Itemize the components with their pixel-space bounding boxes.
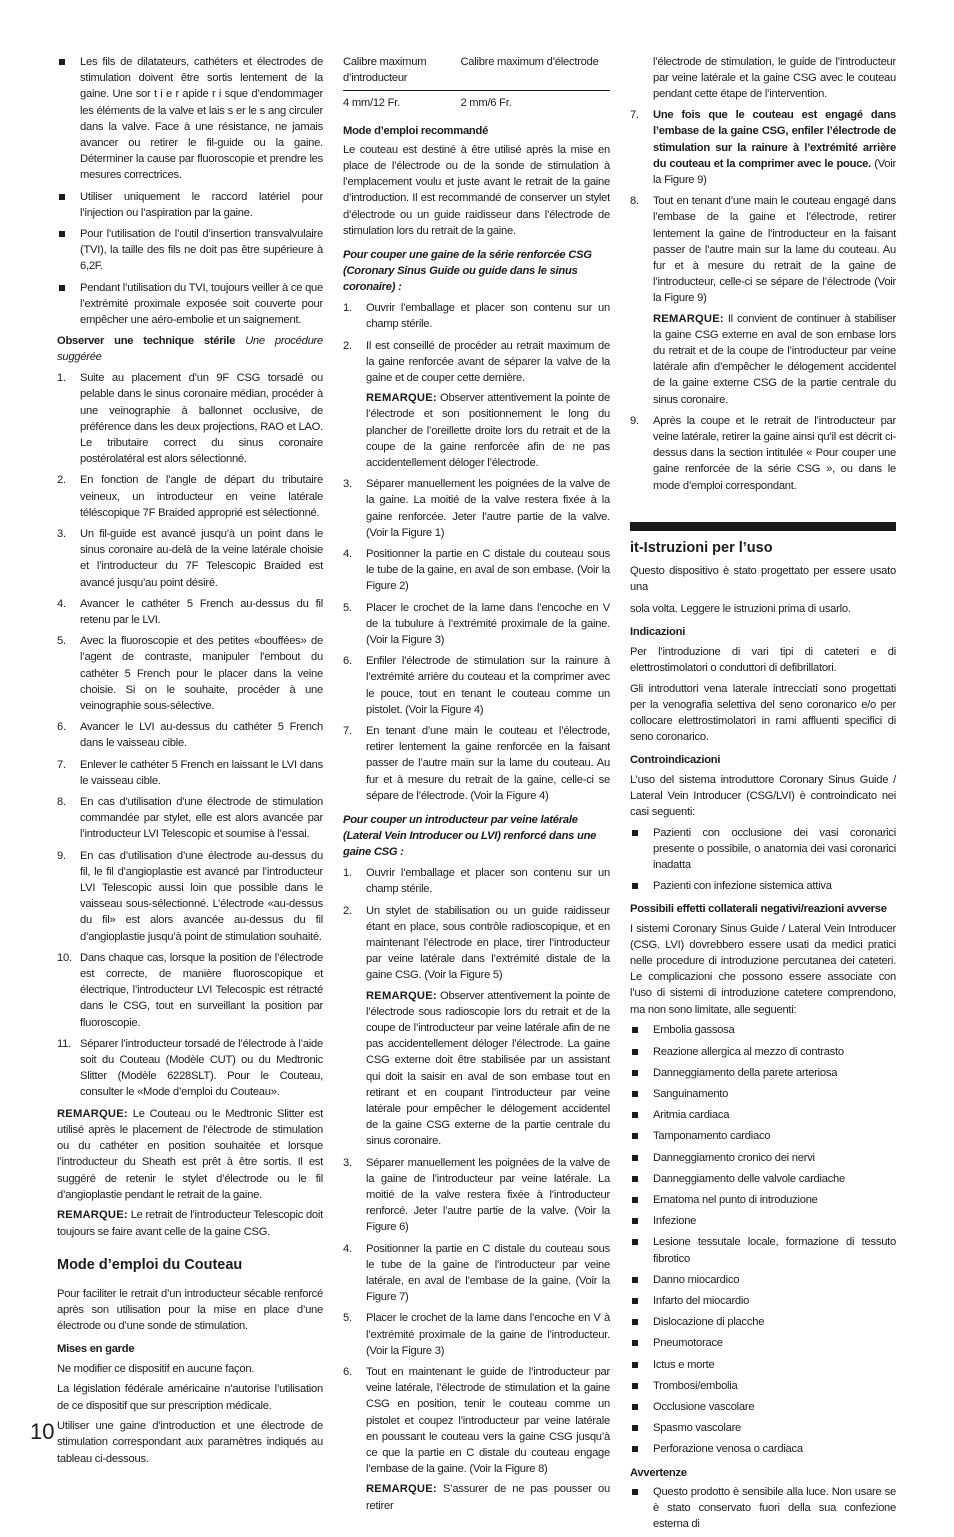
- paragraph: Questo dispositivo è stato progettato per essere usato una: [630, 564, 896, 593]
- list-item: [57, 633, 323, 714]
- list-item: [343, 903, 610, 1150]
- subheading: Possibili effetti collaterali negativi/reazioni avverse: [630, 903, 887, 916]
- caution-bullet-list: [57, 54, 323, 328]
- step-number: 2.: [343, 339, 352, 352]
- list-item: [343, 338, 610, 472]
- list-item: [343, 865, 610, 897]
- column-middle: [343, 54, 610, 1519]
- step-number: 11.: [57, 1037, 71, 1050]
- list-item: Dislocazione di placche: [630, 1314, 896, 1330]
- list-item: [57, 526, 323, 591]
- step-text: Positionner la partie en C distale du couteau sous le tube de la gaine de l’introducteur par veine latérale, en aval de l’embase de la gaine. (Voir la Figure 7): [366, 1242, 610, 1304]
- step-text: Ouvrir l’emballage et placer son contenu sur un champ stérile.: [366, 867, 610, 896]
- table-header-cell: Calibre maximum d’électrode: [460, 54, 610, 91]
- list-item: [630, 107, 896, 188]
- step-number: 5.: [343, 601, 352, 614]
- list-item: Danneggiamento cronico dei nervi: [630, 1150, 896, 1166]
- list-item: Embolia gassosa: [630, 1022, 896, 1038]
- step-text: Tout en tenant d’une main le couteau engagé dans l’embase de la gaine et l’électrode, retirer lentement la gaine de l’introducteur en la faisant passer de l’autre main sur la lame du couteau. Au fur et à mesure du retrait de la gaine de l’introducteur, celle-ci se sépare de l’électrode (Voir la Figure 9): [653, 195, 896, 305]
- step-text: Séparer l’introducteur torsadé de l’électrode à l’aide soit du Couteau (Modèle CUT) ou du Medtronic Slitter (Modèle 6228SLT). Pour le Couteau, consulter le «Mode d’emploi du Couteau».: [80, 1037, 323, 1099]
- step-number: 8.: [57, 796, 66, 809]
- step-text: Avec la fluoroscopie et des petites «bouffées» de l’agent de contraste, manipuler l’embout du cathéter 5 French pour le placer dans la veine choisie. Si on le souhaite, procéder à une veinographie sous-sélective.: [80, 635, 323, 713]
- list-item: Infarto del miocardio: [630, 1293, 896, 1309]
- step-text: Placer le crochet de la lame dans l’encoche en V de la tubulure à l’extrémité proximale de la gaine. (Voir la Figure 3): [366, 601, 610, 646]
- list-item: [57, 719, 323, 751]
- step-number: 7.: [343, 725, 352, 738]
- list-item: Ictus e morte: [630, 1357, 896, 1373]
- list-item: [343, 300, 610, 332]
- step-number: 7.: [630, 109, 639, 122]
- continued-paragraph: l’électrode de stimulation, le guide de l’introducteur par veine latérale et la gaine CSG avec le couteau pendant cette étape de l’intervention.: [653, 56, 896, 101]
- step-text: En cas d’utilisation d’une électrode de stimulation commandée par stylet, elle est alors avancée par l’introducteur LVI Telescopic et soumise à l’essai.: [80, 796, 323, 841]
- step-text: Positionner la partie en C distale du couteau sous le tube de la gaine, en aval de son embase. (Voir la Figure 2): [366, 547, 610, 593]
- step-number: 2.: [57, 474, 66, 487]
- table-header-row: [343, 54, 610, 91]
- step-text: Un fil-guide est avancé jusqu’à un point dans le sinus coronaire au-delà de la veine latérale choisie et l’introducteur du 7F Telescopic Braided est avancé jusqu’au point désiré.: [80, 527, 323, 589]
- list-item: Pazienti con occlusione dei vasi coronarici presente o possibile, o anatomia dei vasi coronarici inadatta: [630, 825, 896, 874]
- step-text: Enlever le cathéter 5 French en laissant le LVI dans le vaisseau cible.: [80, 758, 323, 787]
- size-table: [343, 54, 610, 115]
- remark-label: REMARQUE:: [366, 1483, 437, 1496]
- step-text: Séparer manuellement les poignées de la valve de la gaine. La moitié de la valve restera fixée à la gaine renforcée. Jeter l’autre partie de la valve. (Voir la Figure 1): [366, 478, 610, 539]
- step-number: 7.: [57, 758, 66, 771]
- list-item: [343, 653, 610, 718]
- section-heading: Mode d’emploi du Couteau: [57, 1256, 243, 1273]
- lvi-steps: [343, 865, 610, 1514]
- step-text: Avancer le cathéter 5 French au-dessus du fil retenu par le LVI.: [80, 597, 323, 626]
- step-number: 1.: [343, 302, 352, 315]
- list-item: Perforazione venosa o cardiaca: [630, 1441, 896, 1457]
- list-item: Utiliser uniquement le raccord latériel pour l’injection ou l’aspiration par la gaine.: [57, 189, 323, 221]
- list-item: [343, 1364, 610, 1514]
- step-text: Après la coupe et le retrait de l’introducteur par veine latérale, retirer la gaine ainsi qu’il est décrit ci-dessus dans la section intitulée « Pour couper une gaine renforcée de la série CSG », ou dans le mode d’emploi correspondant.: [653, 414, 896, 492]
- subheading: Controindicazioni: [630, 754, 721, 767]
- paragraph: L’uso del sistema introduttore Coronary Sinus Guide / Lateral Vein Introducer (CSG/LVI) è controindicato nei casi seguenti:: [630, 773, 896, 818]
- remark-paragraph: [653, 311, 896, 408]
- paragraph: I sistemi Coronary Sinus Guide / Lateral Vein Introducer (CSG. LVI) dovrebbero essere usati da medici pratici nelle procedure di introduzione percutanea dei cateteri. Le complicazioni che possono essere associate con l’uso di sistemi di introduzione catetere comprendono, ma non sono limitate, alle seguenti:: [630, 922, 896, 1016]
- remark-text: Observer attentivement la pointe de l’électrode sous radioscopie lors du retrait et de la coupe de l’introducteur par veine latérale afin de ne pas accidentellement déloger l’électrode. La gaine CSG externe doit être stabilisée par un assistant qui doit la saisir en aval de son embase tout en retirant et en coupant l’introducteur par veine latérale pour empêcher le délogement accidentel de la gaine CSG externe de la partie centrale du sinus coronaire.: [366, 989, 610, 1148]
- subheading: Indicazioni: [630, 626, 686, 639]
- list-item: Occlusione vascolare: [630, 1399, 896, 1415]
- paragraph: La législation fédérale américaine n’autorise l’utilisation de ce dispositif que sur prescription médicale.: [57, 1383, 323, 1412]
- list-item: [343, 723, 610, 804]
- list-item: Pour l’utilisation de l’outil d’insertion transvalvulaire (TVI), la taille des fils ne doit pas être supérieure à 6,2F.: [57, 226, 323, 275]
- remark-text: Il convient de continuer à stabiliser la gaine CSG externe en aval de son embase lors du retrait et de la coupe de l’introducteur par veine latérale afin d’empêcher le délogement accidentel de la gaine externe CSG de la partie centrale du sinus coronaire.: [653, 312, 897, 406]
- step-text: En cas d’utilisation d’une électrode au-dessus du fil, le fil d’angioplastie est avancé par l’introducteur LVI Telescopic aussi loin que possible dans le vaisseau sous-sélectionné. L’électrode «au-dessus du fil» est alors avancée au-dessus du fil d’angioplastie jusqu’à point de stimulation souhaité.: [80, 849, 323, 943]
- list-item: Trombosi/embolia: [630, 1378, 896, 1394]
- step-text: Ouvrir l’emballage et placer son contenu sur un champ stérile.: [366, 302, 610, 331]
- list-item: Pendant l’utilisation du TVI, toujours veiller à ce que l’extrémité proximale exposée soit couverte pour empêcher une aéro-embolie et un saignement.: [57, 280, 323, 329]
- step-number: 9.: [630, 414, 639, 427]
- list-item: [57, 794, 323, 843]
- paragraph: Pour faciliter le retrait d’un introducteur sécable renforcé après son utilisation pour la mise en place d’une électrode ou d’une sonde de stimulation.: [57, 1287, 323, 1333]
- step-text: Séparer manuellement les poignées de la valve de la gaine de l’introducteur par veine latérale. La moitié de la valve restera fixée à l’introducteur renforcé. Jeter l’autre partie de la valve. (Voir la Figure 6): [366, 1156, 610, 1234]
- list-item: [57, 848, 323, 945]
- list-item: [57, 472, 323, 521]
- table-header-cell: Calibre maximum d’introducteur: [343, 54, 460, 91]
- section-heading: it-Istruzioni per l’uso: [630, 539, 773, 556]
- list-item: Les fils de dilatateurs, cathéters et électrodes de stimulation doivent être sortis lentement de la gaine. Une sor t i e r apide r i sque d’endommager les éléments de la valve et lais s er le s ang circuler dans la valve. Face à une résistance, ne jamais avancer ou retirer le fil-guide ou la gaine. Déterminer la cause par fluoroscopie et prendre les mesures correctrices.: [57, 54, 323, 184]
- remark-label: REMARQUE:: [366, 989, 437, 1002]
- list-item: [343, 1241, 610, 1306]
- list-item: [57, 1036, 323, 1101]
- step-text: Une fois que le couteau est engagé dans l’embase de la gaine CSG, enfiler l’électrode de stimulation sur la rainure à l’extrémité arrière du couteau et la comprimer avec le pouce.: [653, 109, 896, 170]
- table-row: [343, 91, 610, 115]
- table-cell: 4 mm/12 Fr.: [343, 97, 400, 110]
- step-number: 8.: [630, 195, 639, 208]
- list-item: [57, 757, 323, 789]
- list-item: [57, 370, 323, 467]
- step-number: 3.: [343, 478, 352, 491]
- step-number: 2.: [343, 904, 352, 917]
- step-number: 1.: [57, 372, 66, 385]
- step-text: Avancer le LVI au-dessus du cathéter 5 French dans le vaisseau cible.: [80, 721, 323, 750]
- step-text: Placer le crochet de la lame dans l’encoche en V à l’extrémité proximale de la gaine de l’introducteur. (Voir la Figure 3): [366, 1312, 610, 1357]
- column-right: [630, 54, 896, 1537]
- list-item: Danneggiamento della parete arteriosa: [630, 1065, 896, 1081]
- subheading: Avvertenze: [630, 1466, 687, 1479]
- list-item: Infezione: [630, 1213, 896, 1229]
- paragraph: Utiliser une gaine d’introduction et une électrode de stimulation correspondant aux paramètres indiqués au tableau ci-dessous.: [57, 1420, 323, 1465]
- step-number: 6.: [343, 1366, 352, 1379]
- remark-label: REMARQUE:: [653, 312, 724, 325]
- list-item: [630, 413, 896, 494]
- list-item: [57, 950, 323, 1031]
- subheading: Mises en garde: [57, 1343, 135, 1356]
- step-text: Suite au placement d’un 9F CSG torsadé ou pelable dans le sinus coronaire médian, procéder à une veinographie à ballonnet occlusive, de préférence dans les deux projections, RAO et LAO. Le tributaire correct du sinus coronaire postérolatéral est alors sélectionné.: [80, 372, 323, 466]
- step-text: Tout en maintenant le guide de l’introducteur par veine latérale, l’électrode de stimulation et la gaine CSG en position, tenir le couteau comme un pistolet et coupez l’introducteur par veine latérale en poussant le couteau vers la gaine CSG jusqu’à ce que la partie en C distale du couteau engage l’embase de la gaine. (Voir la Figure 8): [366, 1366, 610, 1476]
- table-cell: 2 mm/6 Fr.: [460, 97, 512, 110]
- step-number: 4.: [57, 597, 66, 610]
- list-item: Danneggiamento delle valvole cardiache: [630, 1171, 896, 1187]
- list-item: Pneumotorace: [630, 1335, 896, 1351]
- remark-label: REMARQUE:: [366, 392, 437, 405]
- step-number: 6.: [343, 655, 352, 668]
- step-text: Enfiler l’électrode de stimulation sur la rainure à l’extrémité arrière du couteau et la comprimer avec le pouce, tout en tenant le couteau comme un pistolet. (Voir la Figure 4): [366, 655, 610, 716]
- remark-paragraph: [366, 1481, 610, 1513]
- step-number: 1.: [343, 867, 352, 880]
- list-item: Questo prodotto è sensibile alla luce. Non usare se è stato conservato fuori della sua confezione esterna di: [630, 1484, 896, 1533]
- csg-steps: [343, 300, 610, 804]
- step-number: 3.: [343, 1156, 352, 1169]
- remark-text: S’assurer de ne pas pousser ou retirer: [366, 1483, 610, 1512]
- adverse-effects-list: [630, 1022, 896, 1457]
- step-number: 3.: [57, 527, 66, 540]
- list-item: Tamponamento cardiaco: [630, 1128, 896, 1144]
- page-number: 10: [30, 1419, 55, 1444]
- paragraph: sola volta. Leggere le istruzioni prima di usarlo.: [630, 603, 851, 616]
- list-item: [343, 1310, 610, 1359]
- step-text: Il est conseillé de procéder au retrait maximum de la gaine renforcée avant de séparer la valve de la gaine et de couper cette dernière.: [366, 339, 610, 384]
- list-item: [57, 596, 323, 628]
- step-number: 9.: [57, 849, 66, 862]
- remark-paragraph: [366, 390, 610, 471]
- step-text: Dans chaque cas, lorsque la position de l’électrode est correcte, de manière fluoroscopique et électrique, l’introducteur LVI Telecospic est rétracté dans le CSG, tout en surveillant la position par fluoroscopie.: [80, 951, 323, 1029]
- step-number: 10.: [57, 951, 72, 964]
- paragraph: Gli introduttori vena laterale intrecciati sono progettati per la venografia selettiva del seno coronarico e/o per collocare elettrostimolatori in rami affluenti specifici di seno coronarico.: [630, 682, 896, 744]
- list-item: Danno miocardico: [630, 1272, 896, 1288]
- list-item: [343, 600, 610, 649]
- list-item: Spasmo vascolare: [630, 1420, 896, 1436]
- step-number: 4.: [343, 547, 352, 560]
- step-number: 6.: [57, 721, 66, 734]
- subheading: Pour couper un introducteur par veine latérale (Lateral Vein Introducer ou LVI) renforcé dans une gaine CSG :: [343, 814, 597, 859]
- list-item: Lesione tessutale locale, formazione di tessuto fibrotico: [630, 1234, 896, 1266]
- remark-text: Observer attentivement la pointe de l’électrode et son positionnement le long du plancher de l’oreillette droite lors du retrait et de la coupe de la gaine renforcée afin de ne pas accidentellement déloger l’électrode.: [366, 392, 610, 469]
- sterile-technique-heading: [57, 333, 323, 365]
- step-number: 5.: [343, 1312, 352, 1325]
- list-item: Sanguinamento: [630, 1086, 896, 1102]
- remark-paragraph: [57, 1106, 323, 1203]
- list-item: [343, 476, 610, 541]
- section-divider-bar: [630, 522, 896, 531]
- list-item: Reazione allergica al mezzo di contrasto: [630, 1044, 896, 1060]
- lvi-steps-continued: [630, 107, 896, 494]
- contraindication-list: [630, 825, 896, 895]
- list-item: [343, 546, 610, 595]
- list-item: Pazienti con infezione sistemica attiva: [630, 878, 896, 894]
- sterile-head: Observer une technique stérile: [57, 335, 236, 348]
- paragraph: Le couteau est destiné à être utilisé après la mise en place de l’électrode ou de la sonde de stimulation à l’emplacement voulu et juste avant le retrait de la gaine d’introduction. Il est recommandé de conserver un stylet d’électrode ou un guide raidisseur dans l’électrode de stimulation lors du retrait de la gaine.: [343, 143, 610, 237]
- subheading: Mode d’emploi recommandé: [343, 124, 489, 137]
- sterile-sub: Une procédure suggérée: [57, 335, 323, 364]
- remark-text: Le Couteau ou le Medtronic Slitter est utilisé après le placement de l’électrode de stimulation ou du cathéter en position souhaitée et lorsque l’introducteur du Sheath est prêt à être sortis. Il est suggéré de retenir le stylet d’électrode ou le fil d’angioplastie pendant le retrait de la gaine.: [57, 1107, 323, 1201]
- list-item: Ematoma nel punto di introduzione: [630, 1192, 896, 1208]
- step-text: En fonction de l’angle de départ du tributaire veineux, un introducteur en veine latérale téléscopique 7F Braided approprié est sélectionné.: [80, 474, 323, 519]
- step-text: En tenant d’une main le couteau et l’électrode, retirer lentement la gaine renforcée en la faisant passer de l’autre main sur la lame du couteau. Au fur et à mesure du retrait de la gaine, celle-ci se sépare de l’électrode. (Voir la Figure 4): [366, 725, 610, 802]
- list-item: Aritmia cardiaca: [630, 1107, 896, 1123]
- paragraph: Ne modifier ce dispositif en aucune façon.: [57, 1362, 255, 1375]
- list-item: [630, 193, 896, 408]
- remark-text: Le retrait de l’introducteur Telescopic doit toujours se faire avant celle de la gaine CSG.: [57, 1209, 323, 1238]
- procedure-steps: [57, 370, 323, 1101]
- warnings-list: [630, 1484, 896, 1533]
- step-text: Un stylet de stabilisation ou un guide raidisseur étant en place, sous contrôle radioscopique, et en maintenant l’électrode en place, tirer l’introducteur par veine latérale dans l’extrémité distale de la gaine CSG. (Voir la Figure 5): [366, 904, 610, 982]
- remark-label: REMARQUE:: [57, 1209, 128, 1222]
- step-number: 5.: [57, 635, 66, 648]
- remark-paragraph: [366, 988, 610, 1150]
- column-left: [57, 54, 323, 1471]
- step-number: 4.: [343, 1242, 352, 1255]
- list-item: [343, 1155, 610, 1236]
- figure-reference: (Voir la Figure 9): [653, 157, 896, 186]
- remark-paragraph: [57, 1207, 323, 1239]
- paragraph: Per l’introduzione di vari tipi di cateteri e di elettrostimolatori o conduttori di defibrillatori.: [630, 645, 896, 674]
- subheading: Pour couper une gaine de la série renforcée CSG (Coronary Sinus Guide ou guide dans le sinus coronaire) :: [343, 249, 592, 294]
- remark-label: REMARQUE:: [57, 1107, 128, 1120]
